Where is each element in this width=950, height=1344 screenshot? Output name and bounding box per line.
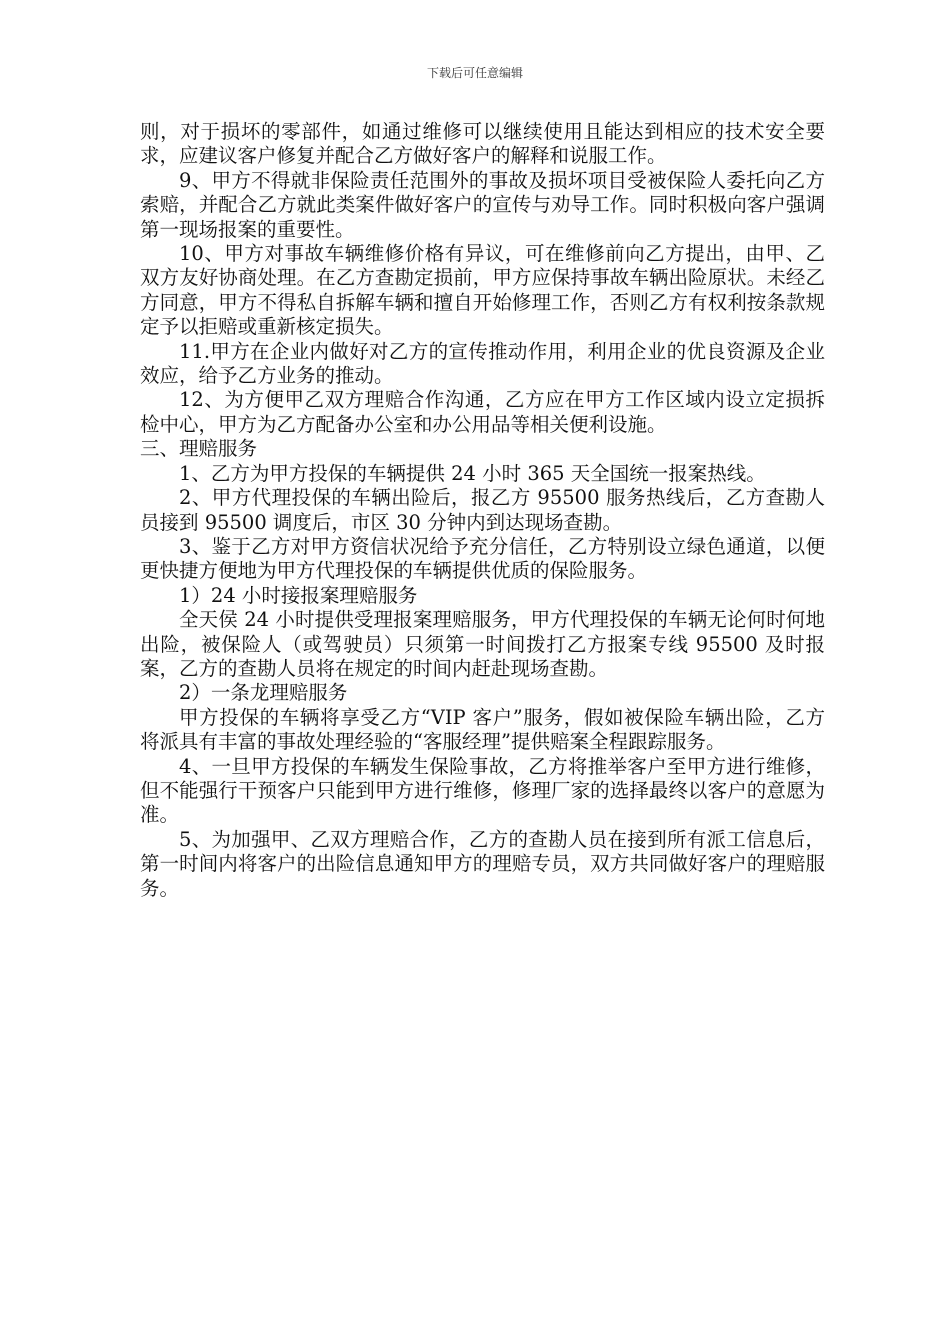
paragraph: 则，对于损坏的零部件，如通过维修可以继续使用且能达到相应的技术安全要求，应建议客户修复并配合乙方做好客户的解释和说服工作。 xyxy=(140,120,825,168)
sub-heading: 2）一条龙理赔服务 xyxy=(179,681,348,705)
paragraph: 9、甲方不得就非保险责任范围外的事故及损坏项目受被保险人委托向乙方索赔，并配合乙方就此类案件做好客户的宣传与劝导工作。同时积极向客户强调第一现场报案的重要性。 xyxy=(140,168,825,241)
paragraph: 3、鉴于乙方对甲方资信状况给予充分信任，乙方特别设立绿色通道，以便更快捷方便地为甲方代理投保的车辆提供优质的保险服务。 xyxy=(140,534,825,583)
paragraph: 1、乙方为甲方投保的车辆提供 24 小时 365 天全国统一报案热线。 xyxy=(179,461,766,485)
paragraph: 2、甲方代理投保的车辆出险后，报乙方 95500 服务热线后，乙方查勘人员接到 95500 调度后，市区 30 分钟内到达现场查勘。 xyxy=(140,486,825,534)
paragraph: 甲方投保的车辆将享受乙方“VIP 客户”服务，假如被保险车辆出险，乙方将派具有丰富的事故处理经验的“客服经理”提供赔案全程跟踪服务。 xyxy=(140,705,825,754)
paragraph: 全天侯 24 小时提供受理报案理赔服务，甲方代理投保的车辆无论何时何地出险，被保险人（或驾驶员）只须第一时间拨打乙方报案专线 95500 及时报案，乙方的查勘人员将在规定的时间内赶赴现场查勘。 xyxy=(140,608,825,680)
paragraph: 5、为加强甲、乙双方理赔合作，乙方的查勘人员在接到所有派工信息后，第一时间内将客户的出险信息通知甲方的理赔专员，双方共同做好客户的理赔服务。 xyxy=(140,827,825,900)
section-heading: 三、理赔服务 xyxy=(140,437,258,461)
paragraph: 11.甲方在企业内做好对乙方的宣传推动作用，利用企业的优良资源及企业效应，给予乙方业务的推动。 xyxy=(140,339,825,388)
paragraph: 12、为方便甲乙双方理赔合作沟通，乙方应在甲方工作区域内设立定损拆检中心，甲方为乙方配备办公室和办公用品等相关便利设施。 xyxy=(140,388,825,436)
sub-heading: 1）24 小时接报案理赔服务 xyxy=(179,583,418,607)
page-header: 下载后可任意编辑 xyxy=(426,66,523,80)
paragraph: 4、一旦甲方投保的车辆发生保险事故，乙方将推举客户至甲方进行维修，但不能强行干预客户只能到甲方进行维修，修理厂家的选择最终以客户的意愿为准。 xyxy=(140,754,825,827)
paragraph: 10、甲方对事故车辆维修价格有异议，可在维修前向乙方提出，由甲、乙双方友好协商处理。在乙方查勘定损前，甲方应保持事故车辆出险原状。未经乙方同意，甲方不得私自拆解车辆和擅自开始修理工作，否则乙方有权利按条款规定予以拒赔或重新核定损失。 xyxy=(140,242,825,339)
document-body xyxy=(140,120,825,901)
